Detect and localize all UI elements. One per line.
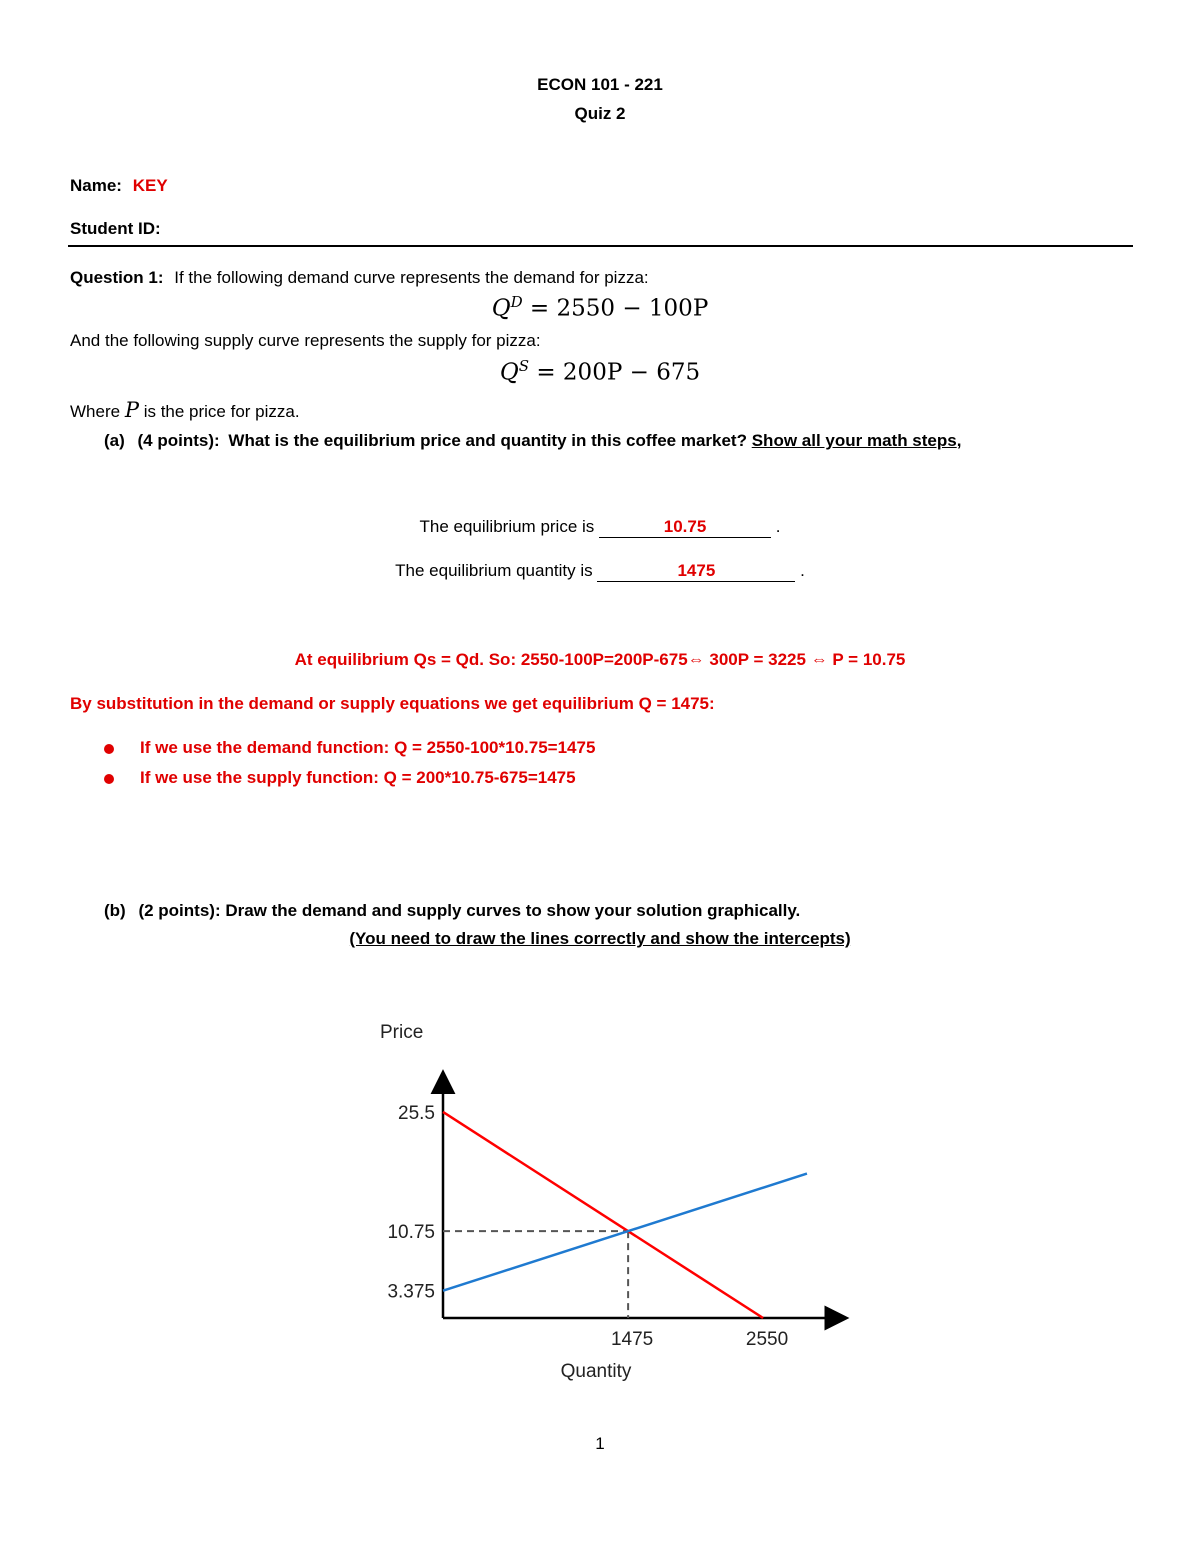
solution-line-1: At equilibrium Qs = Qd. So: 2550-100P=200P-675⇔ 300P = 3225 ⇔ P = 10.75 — [294, 650, 906, 669]
y-tick-label: 3.375 — [387, 1281, 435, 1303]
demand-eq-lhs: Q — [491, 295, 511, 322]
part-a-label: (a) — [104, 431, 125, 450]
demand-eq-rhs: = 2550 − 100P — [529, 295, 709, 322]
course-title: ECON 101 - 221 — [537, 75, 663, 94]
y-tick-label: 10.75 — [387, 1222, 435, 1244]
quantity-answer: 1475 — [597, 561, 795, 582]
part-b-question: (2 points): Draw the demand and supply curves to show your solution graphically. — [138, 901, 801, 920]
supply-curve — [443, 1174, 807, 1291]
name-value: KEY — [132, 176, 168, 195]
price-prefix: The equilibrium price is — [419, 517, 595, 536]
part-a-question: What is the equilibrium price and quantity in this coffee market? — [228, 431, 747, 450]
x-tick-label: 1475 — [610, 1329, 654, 1350]
demand-intro-text: If the following demand curve represents the demand for pizza: — [174, 268, 649, 287]
price-suffix: . — [775, 517, 781, 536]
where-variable: P — [124, 398, 139, 422]
part-b-instruction: (You need to draw the lines correctly and show the intercepts) — [349, 929, 851, 948]
supply-eq-lhs: Q — [499, 359, 519, 386]
student-id-label: Student ID: — [70, 219, 161, 238]
solution-line-2: By substitution in the demand or supply equations we get equilibrium Q = 1475: — [70, 694, 715, 713]
solution-bullet-supply: If we use the supply function: Q = 200*10.75-675=1475 — [140, 768, 576, 787]
part-a-instruction: Show all your math steps — [751, 431, 957, 450]
where-prefix: Where — [70, 402, 121, 421]
quantity-suffix: . — [800, 561, 805, 580]
where-suffix: is the price for pizza. — [143, 402, 300, 421]
solution-bullet-demand: If we use the demand function: Q = 2550-100*10.75=1475 — [140, 738, 596, 757]
demand-curve — [443, 1112, 763, 1318]
part-a-prompt: (a) (4 points): What is the equilibrium price and quantity in this coffee market? Show all your math steps, — [104, 431, 962, 450]
supply-eq-rhs: = 200P − 675 — [536, 359, 701, 386]
page-number: 1 — [595, 1434, 605, 1453]
part-a-points: (4 points): — [137, 431, 220, 450]
supply-intro-text: And the following supply curve represents the supply for pizza: — [70, 331, 541, 350]
quantity-prefix: The equilibrium quantity is — [395, 561, 593, 580]
x-axis-label: Quantity — [560, 1361, 632, 1382]
y-tick-label: 25.5 — [398, 1102, 435, 1124]
question1-label: Question 1: — [70, 268, 164, 287]
x-tick-label: 2550 — [745, 1329, 789, 1350]
price-answer: 10.75 — [599, 517, 771, 538]
demand-eq-sup: D — [510, 293, 523, 311]
part-b-label: (b) — [104, 901, 126, 920]
quiz-title: Quiz 2 — [574, 104, 626, 123]
y-axis-label: Price — [380, 1022, 424, 1043]
supply-eq-sup: S — [518, 357, 530, 375]
name-label: Name: — [70, 176, 122, 195]
